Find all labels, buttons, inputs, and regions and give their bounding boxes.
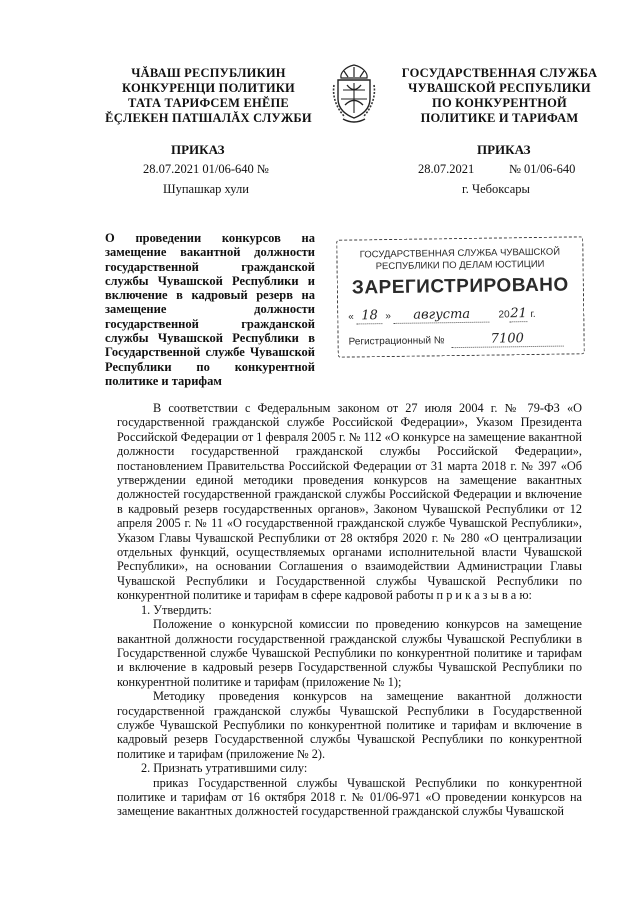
header-russian [392, 66, 607, 126]
order-subject [105, 231, 315, 388]
subject-line: службы Чувашской Республики и [105, 273, 315, 288]
number-russian: № 01/06-640 [509, 162, 576, 176]
stamp-year-suffix: 21 [510, 306, 527, 322]
subject-line: службы Чувашской Республики в [105, 331, 315, 346]
date-russian: 28.07.2021 [418, 162, 475, 176]
header-chuvash-line: ЧĂВАШ РЕСПУБЛИКИН [131, 66, 286, 80]
clause-1-heading: 1. Утвердить: [141, 602, 212, 617]
clause-2-item: приказ Государственной службы Чувашской Республики по конкурентной политике и тарифам от 16 октября 2018 г. № 01/06-971 «О проведении конкурсов на замещение вакантных должностей государственной гражданской службы Чувашской [117, 775, 582, 819]
subject-line: государственной гражданской [105, 316, 315, 331]
subject-line: политике и тарифам [105, 373, 222, 388]
clause-1-item-methodology: Методику проведения конкурсов на замещение вакантной должности государственной гражданской службы Чувашской Республики в Государственной службе Чувашской Республики по конкурентной политике и тарифам и включение в кадровый резерв Государственной службы Чувашской Республики по конкурентной политике и тарифам (приложение № 2). [117, 689, 582, 761]
stamp-date-close-quote: » [385, 310, 392, 323]
subject-line: замещение вакантной должности [105, 245, 315, 260]
stamp-authority [337, 246, 582, 273]
header-russian-line: ЧУВАШСКОЙ РЕСПУБЛИКИ [408, 81, 591, 95]
subject-line: государственной гражданской [105, 259, 315, 274]
stamp-month: августа [394, 307, 490, 324]
stamp-title: ЗАРЕГИСТРИРОВАНО [351, 274, 569, 299]
stamp-authority-line: РЕСПУБЛИКИ ПО ДЕЛАМ ЮСТИЦИИ [375, 258, 545, 273]
registration-stamp [336, 236, 585, 357]
doc-type-russian: ПРИКАЗ [477, 142, 531, 157]
chuvash-coat-of-arms-icon [331, 63, 377, 125]
place-russian: г. Чебоксары [462, 182, 530, 196]
stamp-year-prefix: 20 [498, 309, 510, 321]
header-chuvash [96, 66, 321, 126]
header-chuvash-line: ТАТА ТАРИФСЕМ ЕНĔПЕ [128, 96, 289, 110]
subject-line: Государственной службе Чувашской [105, 345, 315, 360]
stamp-day: 18 [356, 308, 382, 324]
preamble-paragraph: В соответствии с Федеральным законом от 27 июля 2004 г. № 79-ФЗ «О государственной гражданской службе Российской Федерации», Указом Президента Российской Федерации от 1 февраля 2005 г. № 112 «О конкурсе на замещение вакантной должности государственной гражданской службы Российской Федерации», постановлением Правительства Российской Федерации от 31 марта 2018 г. № 397 «Об утверждении единой методики проведения конкурсов на замещение вакантных должностей государственной гражданской службы Российской Федерации и включение в кадровый резерв государственных органов», Законом Чувашской Республики от 12 апреля 2005 г. № 11 «О государственной гражданской службе Чувашской Республики», Указом Главы Чувашской Республики от 28 октября 2020 г. № 280 «О централизации отдельных функций, осуществляемых органами исполнительной власти Чувашской Республики», на основании Соглашения о взаимодействии Администрации Главы Чувашской Республики и Государственной службы Чувашской Республики по конкурентной политике и тарифам в сфере кадровой работы п р и к а з ы в а ю: [117, 401, 582, 603]
stamp-year-unit: г. [530, 308, 536, 321]
place-chuvash: Шупашкар хули [163, 182, 249, 196]
stamp-date [348, 306, 536, 325]
header-chuvash-line: ĔÇЛЕКЕН ПАТШАЛĂХ СЛУЖБИ [105, 111, 312, 125]
header-russian-line: ПОЛИТИКЕ И ТАРИФАМ [420, 111, 579, 125]
header-russian-line: ПО КОНКУРЕНТНОЙ [432, 96, 567, 110]
subject-line: Республики по конкурентной [105, 359, 315, 374]
subject-line: включение в кадровый резерв на [105, 288, 315, 303]
stamp-reg-label: Регистрационный № [348, 335, 445, 348]
doc-type-chuvash: ПРИКАЗ [171, 142, 225, 157]
clause-1-item-regulation: Положение о конкурсной комиссии по проведению конкурсов на замещение вакантной должности государственной гражданской службы Чувашской Республики в Государственной службе Чувашской Республики по конкурентной политике и тарифам и включение в кадровый резерв Государственной службы Чувашской Республики по конкурентной политике и тарифам (приложение № 1); [117, 617, 582, 689]
stamp-registration [348, 331, 563, 350]
stamp-authority-line: ГОСУДАРСТВЕННАЯ СЛУЖБА ЧУВАШСКОЙ [359, 246, 561, 261]
stamp-date-open-quote: « [348, 311, 354, 323]
subject-line: О проведении конкурсов на [105, 231, 315, 245]
header-russian-line: ГОСУДАРСТВЕННАЯ СЛУЖБА [401, 66, 598, 80]
stamp-reg-number: 7100 [451, 331, 563, 349]
date-number-chuvash: 28.07.2021 01/06-640 № [143, 162, 269, 176]
header-chuvash-line: КОНКУРЕНЦИ ПОЛИТИКИ [122, 81, 295, 95]
subject-line: замещение должности [105, 302, 315, 317]
clause-2-heading: 2. Признать утратившими силу: [141, 761, 308, 776]
order-body [117, 401, 582, 819]
